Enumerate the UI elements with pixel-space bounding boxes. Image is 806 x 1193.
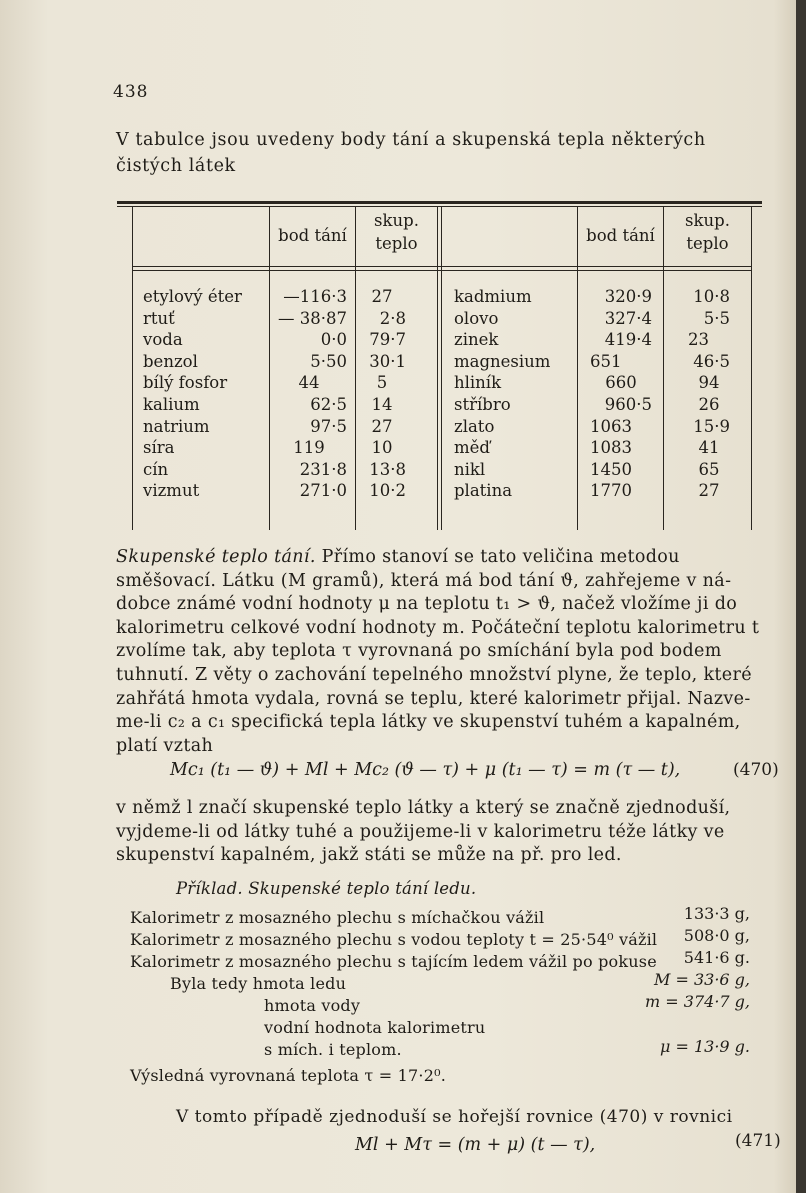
- table-cell: 327·4: [604, 308, 652, 328]
- table-cell: 62·5: [310, 394, 347, 414]
- header-melting-left: bod tání: [278, 226, 347, 245]
- table-cell: 5·50: [310, 351, 347, 371]
- table-cell: 44: [298, 373, 320, 393]
- table-cell: 79·7: [369, 330, 406, 350]
- left-names-column: [143, 286, 267, 502]
- table-cell: 27: [371, 287, 393, 306]
- table-cell: 231·8: [299, 459, 347, 479]
- measurement-label: Kalorimetr z mosazného plechu s míchačkou vážil: [130, 908, 545, 927]
- derived-value: M = 33·6 g,: [654, 970, 750, 989]
- derived-label: s mích. i teplom.: [264, 1040, 402, 1059]
- header-melting-right: bod tání: [586, 226, 655, 245]
- measurement-value: 508·0 g,: [683, 926, 750, 945]
- table-cell: 1083: [590, 438, 632, 458]
- measurement-value: 133·3 g,: [683, 904, 750, 923]
- section-heading: Skupenské teplo tání.: [116, 547, 316, 567]
- right-melting-column: [590, 286, 652, 502]
- text-line: zahřátá hmota vydala, rovná se teplu, které kalorimetr přijal. Nazve-: [116, 688, 751, 709]
- derived-label: hmota vody: [264, 996, 361, 1015]
- table-cell: cín: [143, 459, 169, 479]
- right-heat-column: [688, 286, 730, 502]
- table-cell: 651: [590, 351, 622, 371]
- simplification-paragraph: [116, 797, 776, 868]
- table-cell: kadmium: [454, 287, 532, 306]
- table-cell: 97·5: [310, 416, 347, 436]
- left-heat-column: [358, 286, 406, 502]
- table-cell: 119: [293, 438, 325, 458]
- closing-text: V tomto případě zjednoduší se hořejší rovnice (470) v rovnici: [176, 1107, 733, 1127]
- table-cell: 14: [371, 394, 393, 414]
- table-cell: bílý fosfor: [143, 373, 228, 393]
- table-cell: 10: [371, 438, 393, 458]
- table-header-rule: [132, 266, 752, 267]
- text-line: kalorimetru celkové vodní hodnoty m. Počáteční teplotu kalorimetru t: [116, 617, 760, 638]
- text-line: tuhnutí. Z věty o zachování tepelného množství plyne, že teplo, které: [116, 664, 752, 685]
- table-cell: 271·0: [299, 481, 347, 501]
- text-line: v němž l značí skupenské teplo látky a který se značně zjednoduší,: [116, 798, 731, 818]
- text-line: me-li c₂ a c₁ specifická tepla látky ve skupenství tuhém a kapalném,: [116, 712, 741, 733]
- table-cell: síra: [143, 438, 175, 458]
- table-cell: nikl: [454, 459, 486, 479]
- text-line: směšovací. Látku (M gramů), která má bod tání ϑ, zahřejeme v ná-: [116, 570, 732, 591]
- table-cell: rtuť: [143, 308, 175, 328]
- measurement-label: Kalorimetr z mosazného plechu s tajícím ledem vážil po pokuse: [130, 952, 657, 971]
- table-cell: 13·8: [369, 459, 406, 479]
- table-cell: 10·8: [693, 287, 730, 306]
- table-cell: 41: [698, 438, 720, 458]
- table-cell: 1770: [590, 481, 632, 501]
- derived-value: m = 374·7 g,: [645, 992, 750, 1011]
- table-cell: —116·3: [283, 287, 347, 306]
- table-cell: 27: [698, 481, 720, 501]
- table-cell: měď: [454, 438, 490, 458]
- equation-470: Mc₁ (t₁ — ϑ) + Ml + Mc₂ (ϑ — τ) + μ (t₁ — τ) = m (τ — t),: [170, 760, 681, 780]
- table-cell: 65: [698, 459, 720, 479]
- table-cell: 27: [371, 416, 393, 436]
- table-cell: 960·5: [604, 394, 652, 414]
- table-cell: vizmut: [143, 481, 200, 501]
- table-cell: 26: [698, 394, 720, 414]
- table-cell: 5: [376, 373, 388, 393]
- table-top-rule: [117, 201, 762, 204]
- text-line: skupenství kapalném, jakž státi se může na př. pro led.: [116, 845, 622, 866]
- table-cell: 1063: [590, 416, 632, 436]
- table-cell: 419·4: [604, 330, 652, 350]
- table-cell: kalium: [143, 394, 200, 414]
- table-cell: magnesium: [454, 351, 551, 371]
- table-cell: 94: [698, 373, 720, 393]
- result-line: Výsledná vyrovnaná teplota τ = 17·2⁰.: [130, 1066, 446, 1085]
- table-cell: voda: [143, 330, 183, 350]
- measurement-label: Kalorimetr z mosazného plechu s vodou teploty t = 25·54⁰ vážil: [130, 930, 658, 949]
- table-cell: zlato: [454, 416, 495, 436]
- right-names-column: [454, 286, 574, 502]
- table-cell: 15·9: [693, 416, 730, 436]
- table-cell: benzol: [143, 351, 198, 371]
- equation-470-number: (470): [733, 760, 779, 780]
- header-heat-left: skup. teplo: [374, 211, 419, 253]
- measurement-value: 541·6 g.: [683, 948, 750, 967]
- equation-471: Ml + Mτ = (m + μ) (t — τ),: [355, 1135, 596, 1155]
- table-cell: stříbro: [454, 394, 511, 414]
- derived-label: Byla tedy hmota ledu: [170, 974, 347, 993]
- derived-label: vodní hodnota kalorimetru: [264, 1018, 486, 1037]
- text-line: platí vztah: [116, 735, 214, 756]
- table-cell: 660: [605, 373, 637, 393]
- table-cell: olovo: [454, 308, 499, 328]
- table-cell: 2·8: [379, 308, 406, 328]
- table-cell: 5·5: [703, 308, 730, 328]
- table-cell: etylový éter: [143, 287, 242, 306]
- table-cell: 46·5: [693, 351, 730, 371]
- table-cell: 320·9: [604, 287, 652, 306]
- table-cell: hliník: [454, 373, 502, 393]
- table-cell: 1450: [590, 459, 632, 479]
- table-cell: platina: [454, 481, 513, 501]
- equation-471-number: (471): [735, 1131, 781, 1151]
- table-cell: 0·0: [320, 330, 347, 350]
- page-number: 438: [113, 82, 149, 102]
- left-melting-column: [271, 286, 347, 502]
- intro-text: [116, 127, 776, 179]
- derived-value: μ = 13·9 g.: [659, 1037, 750, 1056]
- table-cell: — 38·87: [278, 308, 347, 328]
- intro-line-1: V tabulce jsou uvedeny body tání a skupenská tepla některých: [116, 130, 706, 150]
- table-cell: 10·2: [369, 481, 406, 501]
- table-cell: zinek: [454, 330, 499, 350]
- text-line: dobce známé vodní hodnoty μ na teplotu t₁ > ϑ, načež vložíme ji do: [116, 594, 738, 615]
- header-heat-right: skup. teplo: [685, 211, 730, 253]
- intro-line-2: čistých látek: [116, 156, 236, 176]
- text-line: vyjdeme-li od látky tuhé a použijeme-li v kalorimetru téže látky ve: [116, 821, 725, 842]
- example-title: Příklad. Skupenské teplo tání ledu.: [176, 879, 477, 898]
- table-cell: natrium: [143, 416, 210, 436]
- page-edge-shadow: [796, 0, 806, 1193]
- text-line: zvolíme tak, aby teplota τ vyrovnaná po smíchání byla pod bodem: [116, 641, 722, 662]
- latent-heat-paragraph: Skupenské teplo tání. Přímo stanoví se tato veličina metodou směšovací. Látku (M gramů), která má bod tání ϑ, zahřejeme v ná- dobce známé vodní hodnoty μ na teplotu t₁ > ϑ, načež vložíme ji do kalorimetru celkové vodní hodnoty m. Počáteční teplotu kalorimetru t zvolíme tak, aby teplota τ vyrovnaná po smíchání byla pod bodem tuhnutí. Z věty o zachování tepelného množství plyne, že teplo, které zahřátá hmota vydala, rovná se teplu, které kalorimetr přijal. Nazve- me-li c₂ a c₁ specifická tepla látky ve skupenství tuhém a kapalném, platí vztah: [116, 546, 776, 758]
- table-cell: 30·1: [369, 351, 406, 371]
- table-cell: 23: [688, 330, 709, 350]
